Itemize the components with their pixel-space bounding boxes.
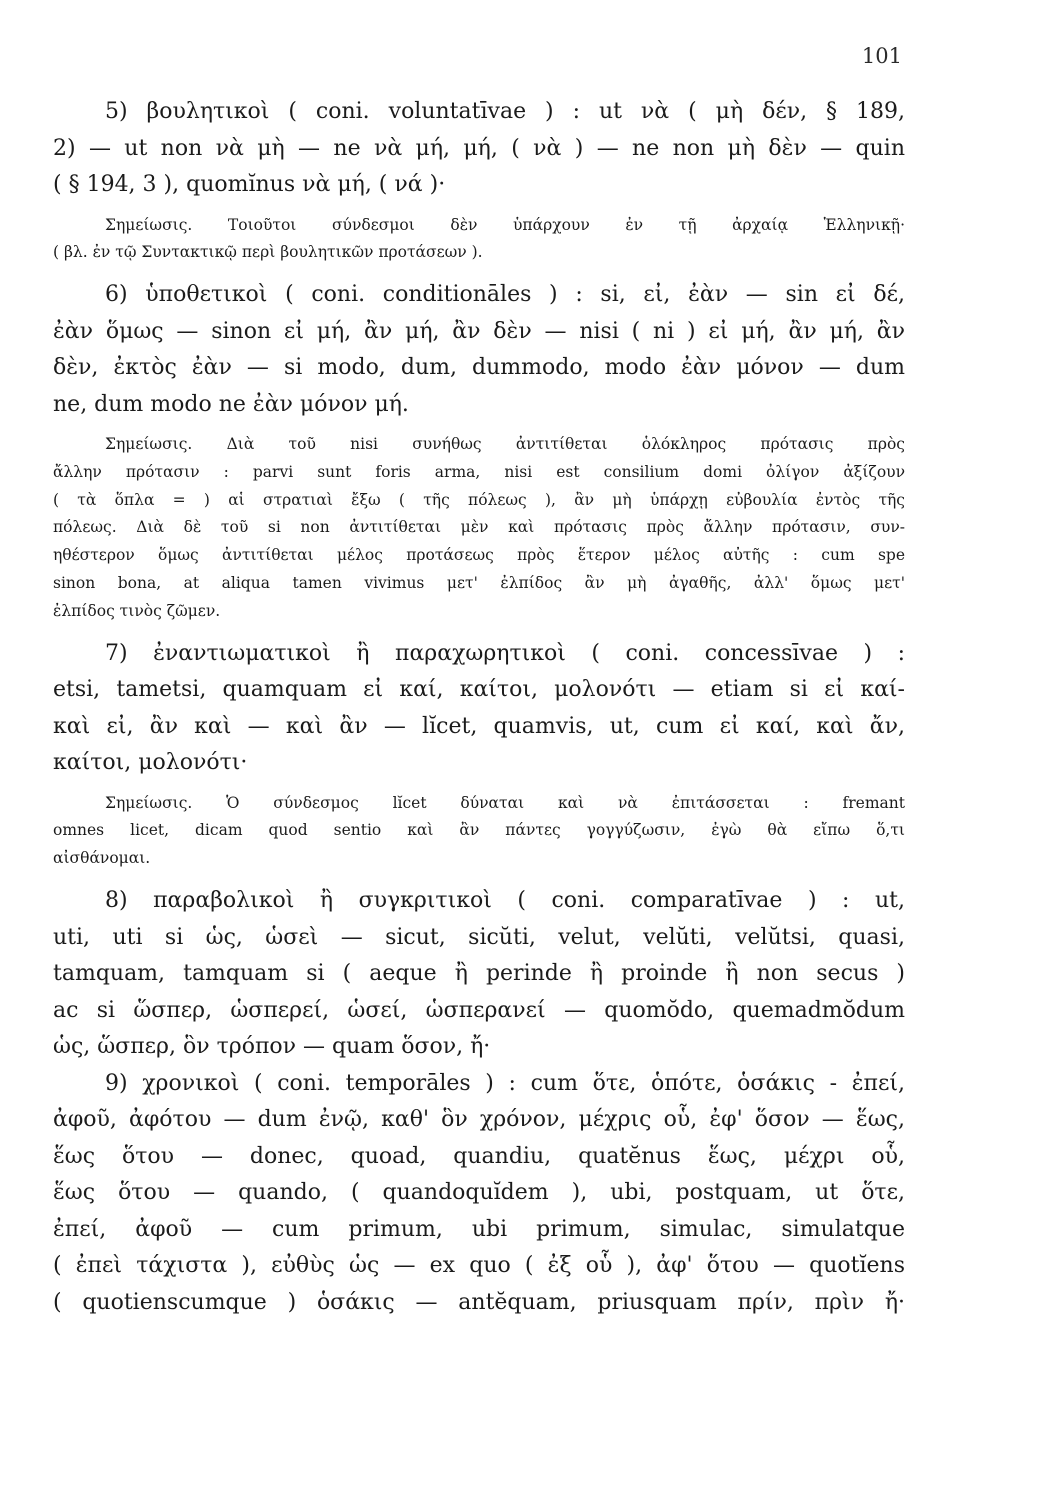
section-7-note-line-3: αἰσθάνομαι.	[53, 849, 151, 868]
section-8-line-1: 8) παραβολικοὶ ἢ συγκριτικοὶ ( coni. comparatīvae ) : ut,	[105, 888, 905, 914]
section-9-line-1: 9) χρονικοὶ ( coni. temporāles ) : cum ὅτε, ὁπότε, ὁσάκις - ἐπεί,	[105, 1070, 905, 1096]
section-7-line-4: καίτοι, μολονότι·	[53, 750, 248, 776]
section-6-note-line-7: ἐλπίδος τινὸς ζῶμεν.	[53, 601, 221, 620]
section-5-line-3: ( § 194, 3 ), quomĭnus νὰ μή, ( νά )·	[53, 172, 446, 197]
section-8-line-2: uti, uti si ὡς, ὡσεὶ — sicut, sicŭti, velut, velŭti, velŭtsi, quasi,	[53, 924, 905, 950]
section-6-note-line-4: πόλεως. Διὰ δὲ τοῦ si non ἀντιτίθεται μὲν καὶ πρότασις πρὸς ἄλλην πρότασιν, συν-	[53, 518, 905, 537]
section-8-line-3: tamquam, tamquam si ( aeque ἢ perinde ἢ proinde ἢ non secus )	[53, 961, 905, 987]
section-6-line-4: ne, dum modo ne ἐὰν μόνον μή.	[53, 391, 409, 417]
section-7-line-1: 7) ἐναντιωματικοὶ ἢ παραχωρητικοὶ ( coni. concessīvae ) :	[105, 640, 905, 666]
section-5-note-line-2: ( βλ. ἐν τῷ Συντακτικῷ περὶ βουλητικῶν προτάσεων ).	[53, 243, 483, 262]
section-9-line-4: ἕως ὅτου — quando, ( quandoquĭdem ), ubi, postquam, ut ὅτε,	[53, 1180, 905, 1206]
body-text	[53, 94, 905, 1321]
section-9-line-2: ἀφοῦ, ἀφότου — dum ἐνῷ, καθ' ὃν χρόνον, μέχρις οὗ, ἐφ' ὅσον — ἕως,	[53, 1107, 905, 1133]
section-5-line-1: 5) βουλητικοὶ ( coni. voluntatīvae ) : ut νὰ ( μὴ δέν, § 189,	[105, 99, 905, 124]
section-6-line-2: ἐὰν ὅμως — sinon εἰ μή, ἂν μή, ἂν δὲν — nisi ( ni ) εἰ μή, ἂν μή, ἂν	[53, 318, 905, 344]
section-7-line-2: etsi, tametsi, quamquam εἰ καί, καίτοι, μολονότι — etiam si εἰ καί-	[53, 677, 905, 703]
section-6-line-1: 6) ὑποθετικοὶ ( coni. conditionāles ) : si, εἰ, ἐὰν — sin εἰ δέ,	[105, 282, 905, 308]
section-7-note-line-2: omnes licet, dicam quod sentio καὶ ἂν πάντες γογγύζωσιν, ἐγὼ θὰ εἴπω ὅ,τι	[53, 821, 905, 840]
section-7-line-3: καὶ εἰ, ἂν καὶ — καὶ ἂν — lĭcet, quamvis, ut, cum εἰ καί, καὶ ἄν,	[53, 713, 905, 739]
page-number: 101	[861, 44, 902, 68]
section-6-note-line-3: ( τὰ ὅπλα = ) αἱ στρατιαὶ ἔξω ( τῆς πόλεως ), ἂν μὴ ὑπάρχῃ εὐβουλία ἐντὸς τῆς	[53, 490, 905, 509]
section-8-line-4: ac si ὥσπερ, ὡσπερεί, ὡσεί, ὡσπερανεί — quomŏdo, quemadmŏdum	[53, 997, 905, 1023]
section-6-line-3: δὲν, ἐκτὸς ἐὰν — si modo, dum, dummodo, modo ἐὰν μόνον — dum	[53, 355, 905, 381]
section-5-line-2: 2) — ut non νὰ μὴ — ne νὰ μή, μή, ( νὰ ) — ne non μὴ δὲν — quin	[53, 135, 905, 161]
section-6-note-line-5: ηθέστερον ὅμως ἀντιτίθεται μέλος προτάσεως πρὸς ἕτερον μέλος αὐτῆς : cum spe	[53, 546, 905, 565]
section-9-line-6: ( ἐπεὶ τάχιστα ), εὐθὺς ὡς — ex quo ( ἐξ οὗ ), ἀφ' ὅτου — quotĭens	[53, 1253, 905, 1279]
section-9-line-7: ( quotienscumque ) ὁσάκις — antĕquam, priusquam πρίν, πρὶν ἤ·	[53, 1289, 905, 1315]
section-5-note-line-1: Σημείωσις. Τοιοῦτοι σύνδεσμοι δὲν ὑπάρχουν ἐν τῇ ἀρχαίᾳ Ἑλληνικῇ·	[105, 215, 905, 234]
section-6-note-line-1: Σημείωσις. Διὰ τοῦ nisi συνήθως ἀντιτίθεται ὁλόκληρος πρότασις πρὸς	[105, 435, 905, 454]
section-6-note-line-6: sinon bona, at aliqua tamen vivimus μετ' ἐλπίδος ἂν μὴ ἀγαθῆς, ἀλλ' ὅμως μετ'	[53, 574, 905, 593]
section-7-note-line-1: Σημείωσις. Ὁ σύνδεσμος lĭcet δύναται καὶ νὰ ἐπιτάσσεται : fremant	[105, 793, 905, 812]
section-8-line-5: ὡς, ὥσπερ, ὃν τρόπον — quam ὅσον, ἤ·	[53, 1034, 491, 1060]
section-6-note-line-2: ἄλλην πρότασιν : parvi sunt foris arma, nisi est consilium domi ὀλίγον ἀξίζουν	[53, 462, 905, 481]
section-9-line-5: ἐπεί, ἀφοῦ — cum primum, ubi primum, simulac, simulatque	[53, 1216, 905, 1242]
section-9-line-3: ἕως ὅτου — donec, quoad, quandiu, quatĕnus ἕως, μέχρι οὗ,	[53, 1143, 905, 1169]
